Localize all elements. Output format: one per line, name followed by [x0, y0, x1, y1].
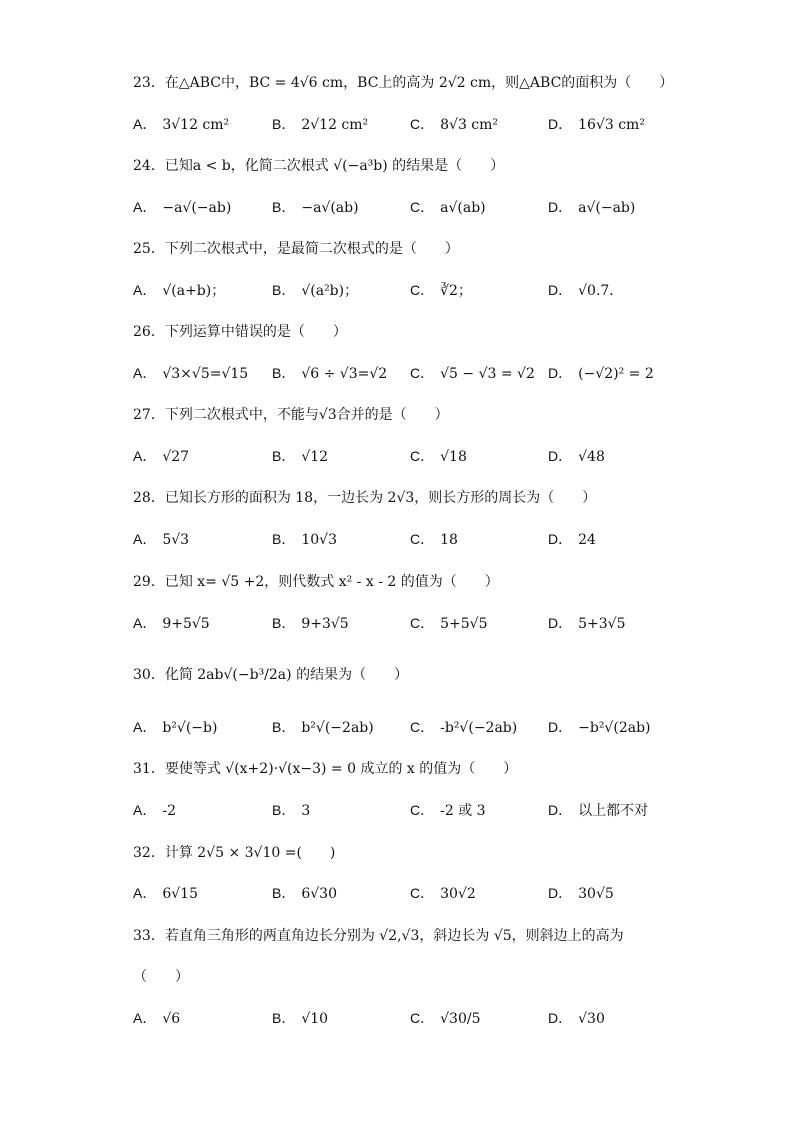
option-b[interactable]: B． 3 [272, 802, 311, 819]
question-number: 33． [133, 928, 165, 944]
option-c[interactable]: C． √18 [410, 448, 467, 465]
question-30 [133, 664, 408, 684]
question-stem: 下列二次根式中，是最简二次根式的是（ ） [164, 241, 459, 257]
question-stem: 已知 x= √5 +2，则代数式 x² - x - 2 的值为（ ） [164, 574, 499, 590]
question-number: 29． [133, 574, 165, 590]
question-stem: 在△ABC中，BC = 4√6 cm，BC上的高为 2√2 cm，则△ABC的面积为（ ） [164, 75, 674, 91]
option-c[interactable]: C． ∛2； [410, 282, 472, 299]
option-a[interactable]: A． b²√(−b) [133, 719, 218, 736]
option-c[interactable]: C． -b²√(−2ab) [410, 719, 518, 736]
option-b[interactable]: B． b²√(−2ab) [272, 719, 374, 736]
options-25 [133, 280, 733, 302]
option-d[interactable]: D． √30 [548, 1010, 605, 1027]
option-b[interactable]: B． 2√12 cm² [272, 116, 369, 133]
question-number: 28． [133, 490, 165, 506]
options-24 [133, 197, 733, 219]
option-b[interactable]: B． 10√3 [272, 531, 337, 548]
options-32 [133, 883, 733, 905]
option-a[interactable]: A． 9+5√5 [133, 615, 210, 632]
option-d[interactable]: D． 24 [548, 531, 596, 548]
options-29 [133, 613, 733, 635]
option-c[interactable]: C． 30√2 [410, 885, 476, 902]
option-c[interactable]: C． √30/5 [410, 1010, 481, 1027]
option-a[interactable]: A． 5√3 [133, 531, 190, 548]
options-31 [133, 800, 733, 822]
options-26 [133, 363, 733, 385]
option-d[interactable]: D． 16√3 cm² [548, 116, 645, 133]
option-b[interactable]: B． √10 [272, 1010, 329, 1027]
question-32 [133, 842, 335, 862]
option-a[interactable]: A． 3√12 cm² [133, 116, 230, 133]
question-stem: 计算 2√5 × 3√10 =( ) [164, 845, 336, 861]
question-number: 32． [133, 845, 165, 861]
question-28 [133, 487, 596, 507]
options-27 [133, 446, 733, 468]
question-33-continuation: （ ） [133, 969, 189, 985]
option-a[interactable]: A． √3×√5=√15 [133, 365, 249, 382]
question-number: 24． [133, 158, 165, 174]
question-stem: 若直角三角形的两直角边长分别为 √2,√3，斜边长为 √5，则斜边上的高为 [164, 928, 624, 944]
option-d[interactable]: D． √0.7． [548, 282, 624, 299]
option-b[interactable]: B． √(a²b)； [272, 282, 359, 299]
question-number: 25． [133, 241, 165, 257]
option-d[interactable]: D． 5+3√5 [548, 615, 626, 632]
option-b[interactable]: B． √6 ÷ √3=√2 [272, 365, 388, 382]
options-33 [133, 1008, 733, 1030]
question-stem: 下列二次根式中，不能与√3合并的是（ ） [164, 407, 449, 423]
question-27 [133, 404, 449, 424]
question-23 [133, 72, 673, 92]
option-a[interactable]: A． −a√(−ab) [133, 199, 232, 216]
option-a[interactable]: A． 6√15 [133, 885, 198, 902]
option-b[interactable]: B． √12 [272, 448, 329, 465]
question-29 [133, 571, 499, 591]
option-b[interactable]: B． 6√30 [272, 885, 337, 902]
option-d[interactable]: D． −b²√(2ab) [548, 719, 651, 736]
option-d[interactable]: D． √48 [548, 448, 605, 465]
question-number: 31． [133, 761, 165, 777]
question-number: 27． [133, 407, 165, 423]
option-c[interactable]: C． √5 − √3 = √2 [410, 365, 535, 382]
question-stem: 下列运算中错误的是（ ） [164, 324, 347, 340]
question-26 [133, 321, 347, 341]
option-a[interactable]: A． √6 [133, 1010, 181, 1027]
option-a[interactable]: A． √(a+b)； [133, 282, 226, 299]
question-25 [133, 238, 459, 258]
question-stem: 已知a < b，化简二次根式 √(−a³b) 的结果是（ ） [164, 158, 505, 174]
option-c[interactable]: C． a√(ab) [410, 199, 486, 216]
option-d[interactable]: D． 30√5 [548, 885, 614, 902]
option-c[interactable]: C． -2 或 3 [410, 802, 486, 819]
question-stem: 要使等式 √(x+2)·√(x−3) = 0 成立的 x 的值为（ ） [164, 761, 518, 777]
option-c[interactable]: C． 18 [410, 531, 458, 548]
options-30 [133, 717, 733, 739]
question-33 [133, 925, 624, 945]
options-23 [133, 114, 733, 136]
option-c[interactable]: C． 5+5√5 [410, 615, 488, 632]
question-number: 30． [133, 667, 165, 683]
question-31 [133, 758, 517, 778]
question-number: 26． [133, 324, 165, 340]
option-a[interactable]: A． √27 [133, 448, 190, 465]
option-a[interactable]: A． -2 [133, 802, 176, 819]
question-stem: 已知长方形的面积为 18，一边长为 2√3，则长方形的周长为（ ） [164, 490, 597, 506]
option-b[interactable]: B． 9+3√5 [272, 615, 349, 632]
option-d[interactable]: D． a√(−ab) [548, 199, 636, 216]
question-24 [133, 155, 504, 175]
option-c[interactable]: C． 8√3 cm² [410, 116, 499, 133]
option-d[interactable]: D． (−√2)² = 2 [548, 365, 654, 382]
options-28 [133, 529, 733, 551]
option-b[interactable]: B． −a√(ab) [272, 199, 359, 216]
option-d[interactable]: D． 以上都不对 [548, 802, 649, 819]
question-stem: 化简 2ab√(−b³/2a) 的结果为（ ） [164, 667, 409, 683]
question-number: 23． [133, 75, 165, 91]
